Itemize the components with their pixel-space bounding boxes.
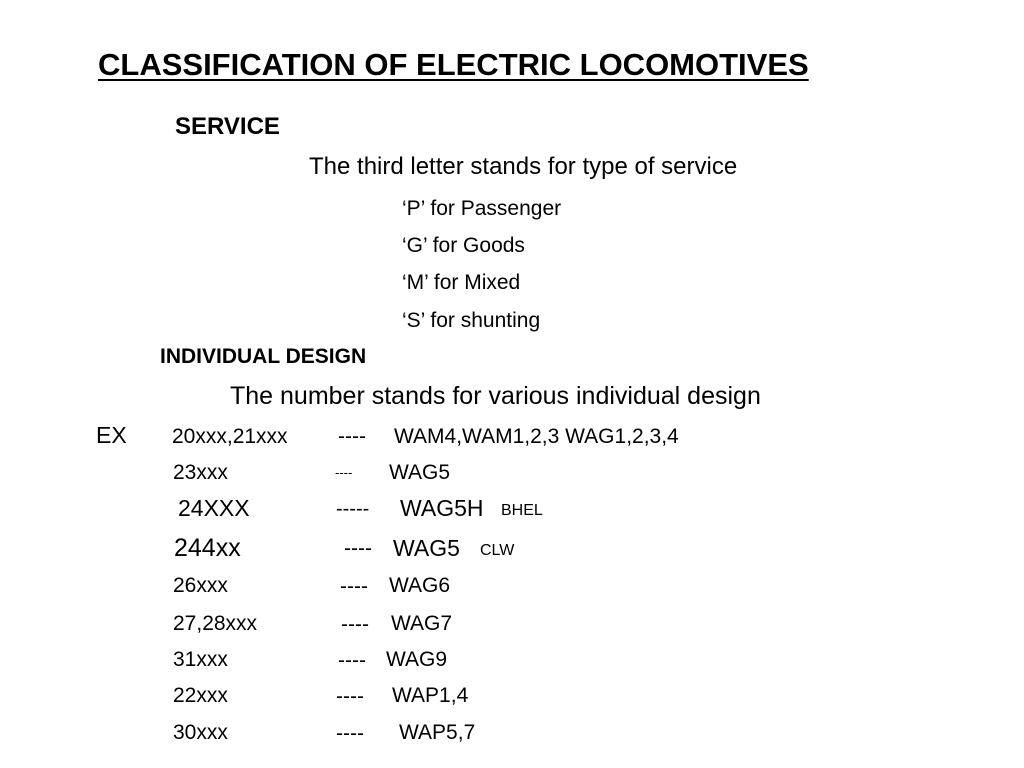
service-item-passenger: ‘P’ for Passenger [402, 197, 562, 220]
example-dash: ---- [336, 685, 364, 708]
example-model: WAG9 [386, 648, 448, 671]
ex-label: EX [96, 422, 127, 448]
example-number: 244xx [174, 534, 241, 562]
example-number: 20xxx,21xxx [172, 425, 288, 448]
service-item-goods: ‘G’ for Goods [402, 234, 525, 257]
example-suffix: BHEL [501, 502, 543, 519]
example-number: 26xxx [173, 574, 228, 597]
example-number: 27,28xxx [173, 612, 258, 635]
individual-design-heading: INDIVIDUAL DESIGN [160, 345, 367, 368]
example-number: 24XXX [178, 495, 250, 521]
example-model: WAG5 [393, 535, 460, 561]
example-suffix: CLW [480, 542, 515, 559]
example-dash: ---- [341, 613, 369, 636]
example-dash: ---- [340, 575, 368, 598]
example-dash: ----- [336, 498, 370, 520]
service-item-shunting: ‘S’ for shunting [402, 309, 541, 332]
example-dash: ---- [338, 425, 366, 448]
example-dash: ---- [338, 649, 366, 672]
slide-title: CLASSIFICATION OF ELECTRIC LOCOMOTIVES [98, 47, 809, 82]
example-model: WAM4,WAM1,2,3 WAG1,2,3,4 [394, 425, 679, 448]
individual-design-description: The number stands for various individual design [230, 382, 761, 410]
example-model: WAG6 [389, 574, 451, 597]
example-dash: ---- [335, 465, 353, 480]
example-number: 22xxx [173, 684, 228, 707]
example-model: WAP5,7 [399, 721, 476, 744]
service-heading: SERVICE [175, 113, 280, 140]
example-number: 23xxx [173, 461, 228, 484]
service-item-mixed: ‘M’ for Mixed [402, 271, 521, 294]
example-number: 31xxx [173, 648, 228, 671]
example-model: WAG5 [389, 461, 451, 484]
example-dash: ---- [344, 537, 372, 560]
example-dash: ---- [336, 722, 364, 745]
example-model: WAG7 [391, 612, 453, 635]
example-number: 30xxx [173, 721, 228, 744]
example-model: WAP1,4 [392, 684, 469, 707]
service-description: The third letter stands for type of service [309, 153, 738, 180]
example-model: WAG5H [400, 495, 484, 521]
